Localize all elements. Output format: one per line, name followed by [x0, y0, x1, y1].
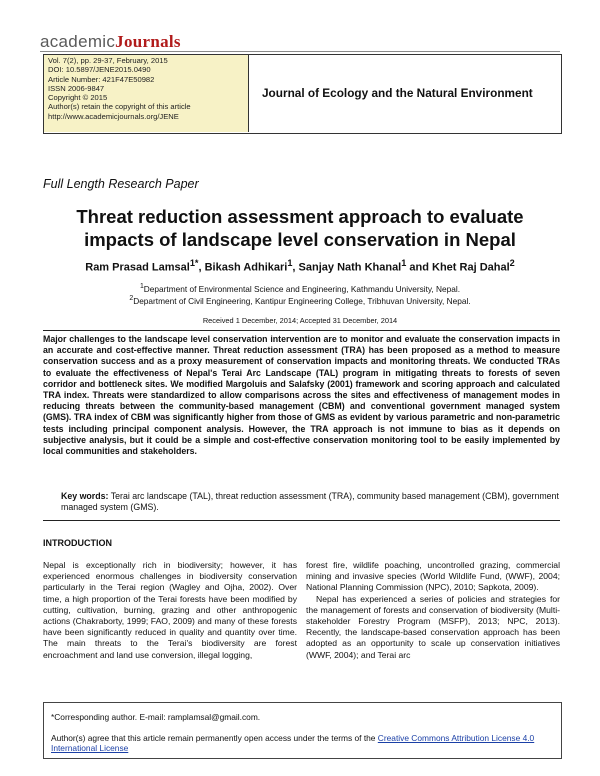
- affiliation-1: [40, 283, 560, 294]
- meta-article-number: Article Number: 421F47E50982: [48, 74, 155, 84]
- author-name: Sanjay Nath Khanal: [298, 261, 402, 274]
- affiliation-sup: 2: [129, 295, 134, 302]
- author-sup: 1: [287, 258, 293, 268]
- author-sup: 1*: [189, 258, 199, 268]
- journal-name: Journal of Ecology and the Natural Environment: [262, 86, 533, 100]
- author-sup: 2: [509, 258, 515, 268]
- corresponding-author: *Corresponding author. E-mail: ramplamsal@gmail.com.: [51, 712, 261, 722]
- meta-doi: DOI: 10.5897/JENE2015.0490: [48, 65, 151, 75]
- meta-url[interactable]: http://www.academicjournals.org/JENE: [48, 111, 179, 121]
- abstract: Major challenges to the landscape level conservation intervention are to monitor and evaluate the conservation impacts in an accurate and cost-effective manner. Threat reduction assessment (TRA) has been proposed as a method to measure conservation success and as a proxy measurement of conservation impacts and monitoring threats. We conducted TRAs to evaluate the effectiveness of Nepal's Terai Arc Landscape (TAL) program in mitigating threats to forests of seven corridor and bottleneck sites. We modified Margoluis and Salafsky (2001) framework and scoring approach and calculated TRA index. Threats were standardized to allow comparisons across the sites and effectiveness of management modes in reducing threats between the community-based management (CBM) and conventional government managed system (GMS). TRA index of CBM was significantly higher from those of GMS as evident by various parametric and non-parametric tests including principal component analysis. However, the TRA approach is not immune to bias as it depends on subjective analysis, but it could be a simple and cost-effective conservation monitoring tool to be easily implemented by local communities and stakeholders.: [43, 334, 560, 457]
- paper-title: [40, 205, 560, 251]
- title-line-1: Threat reduction assessment approach to evaluate: [76, 206, 524, 227]
- logo-part-academic: academic: [40, 32, 116, 51]
- license-text: Author(s) agree that this article remain permanently open access under the terms of the: [51, 733, 378, 743]
- author-sep: ,: [292, 261, 299, 274]
- author-list: [40, 258, 560, 274]
- author-name: Khet Raj Dahal: [432, 261, 510, 274]
- license-link[interactable]: Creative Commons Attribution License 4.0 International License: [51, 733, 535, 753]
- paragraph: Nepal has experienced a series of policies and strategies for the management of forests and conservation of biodiversity (Multi-stakeholder Forestry Program (MSFP), 2013; NPC, 2013). Recently, the landscape-based conservation approach has been adopted as an opportunity to scale up conservation initiatives (WWF, 2004); and Terai arc: [306, 593, 560, 660]
- article-meta: [44, 55, 249, 132]
- paragraph: forest fire, wildlife poaching, uncontrolled grazing, commercial mining and invasive species (World Wildlife Fund, (WWF), 2004; National Planning Commission (NPC), 2010; Sapkota, 2009).: [306, 560, 560, 593]
- keywords-text: Terai arc landscape (TAL), threat reduction assessment (TRA), community based management (CBM), government managed system (GMS).: [61, 491, 559, 513]
- keywords: [61, 491, 560, 513]
- paragraph: Nepal is exceptionally rich in biodiversity; however, it has experienced enormous challenges in biodiversity conservation particularly in the Terai region (Wagley and Ojha, 2002). Over time, a high proportion of the Terai forests have been modified by cutting, cultivation, burning, grazing and other anthropogenic actions (Chakraborty, 1999; FAO, 2009) and many of these forests have been significantly reduced in quality and quantity over time. The main threats to the Terai's biodiversity are forest encroachment and land use conversion, illegal logging,: [43, 560, 297, 660]
- meta-copyright: Copyright © 2015: [48, 93, 108, 103]
- abstract-top-rule: [43, 330, 560, 331]
- publisher-logo: [40, 32, 181, 52]
- logo-part-journals: Journals: [115, 32, 181, 51]
- author-sep: ,: [198, 261, 205, 274]
- author-name: Bikash Adhikari: [204, 261, 288, 274]
- affiliation-2: [40, 295, 560, 306]
- meta-rights: Author(s) retain the copyright of this article: [48, 102, 191, 112]
- license-note: [51, 733, 556, 753]
- introduction-heading: INTRODUCTION: [43, 538, 112, 548]
- body-column-left: [43, 560, 297, 661]
- meta-issn: ISSN 2006-9847: [48, 83, 105, 93]
- affiliation-text: Department of Environmental Science and Engineering, Kathmandu University, Nepal.: [143, 283, 461, 294]
- body-column-right: [306, 560, 560, 661]
- section-type: Full Length Research Paper: [43, 177, 199, 191]
- header-rule: [40, 51, 560, 52]
- keywords-label: Key words:: [61, 491, 109, 501]
- author-name: Ram Prasad Lamsal: [85, 261, 190, 274]
- keywords-bottom-rule: [43, 520, 560, 521]
- affiliation-sup: 1: [139, 283, 144, 290]
- affiliation-text: Department of Civil Engineering, Kantipur Engineering College, Tribhuvan University, Nepal.: [133, 295, 471, 306]
- title-line-2: impacts of landscape level conservation in Nepal: [84, 229, 516, 250]
- author-sup: 1: [401, 258, 407, 268]
- author-sep: and: [406, 261, 433, 274]
- meta-volume: Vol. 7(2), pp. 29-37, February, 2015: [48, 56, 168, 65]
- received-dates: Received 1 December, 2014; Accepted 31 December, 2014: [202, 316, 398, 325]
